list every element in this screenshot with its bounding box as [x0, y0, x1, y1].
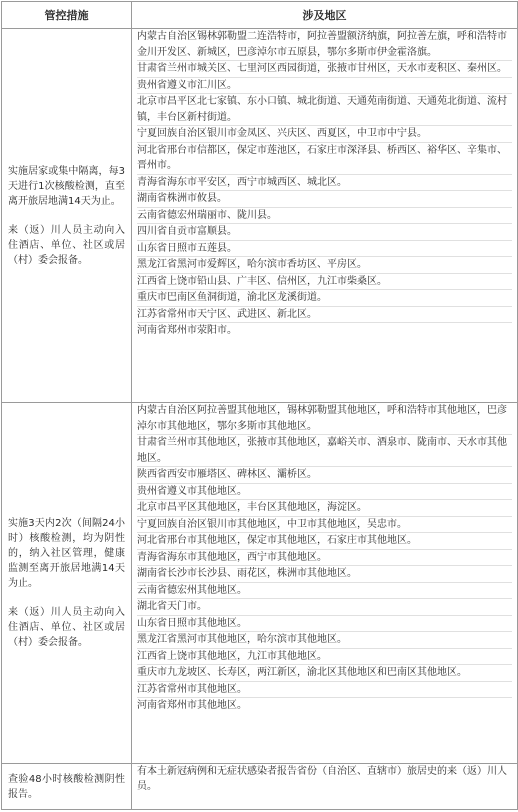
measure-text: 查验48小时核酸检测阴性报告。: [8, 773, 125, 800]
measure-cell: [2, 764, 132, 810]
policy-table-page: [1, 1, 517, 810]
regions-cell: [132, 29, 518, 403]
region-entry: 湖南省长沙市长沙县、雨花区，株洲市其他地区。: [137, 566, 512, 583]
region-entry: 湖南省株洲市攸县。: [137, 191, 512, 208]
region-entry: 宁夏回族自治区银川市金凤区、兴庆区、西夏区，中卫市中宁县。: [137, 126, 512, 143]
region-entry: 甘肃省兰州市城关区、七里河区西园街道，张掖市甘州区，天水市麦积区、秦州区。: [137, 61, 512, 78]
region-entry: 内蒙古自治区锡林郭勒盟二连浩特市，阿拉善盟额济纳旗，阿拉善左旗，呼和浩特市金川开发区、新城区，巴彦淖尔市五原县，鄂尔多斯市伊金霍洛旗。: [137, 29, 512, 61]
regions-cell: [132, 764, 518, 810]
region-entry: 黑龙江省黑河市爱辉区，哈尔滨市香坊区、平房区。: [137, 257, 512, 274]
table-row: [2, 764, 518, 810]
region-entry: 北京市昌平区北七家镇、东小口镇、城北街道、天通苑南街道、天通苑北街道、流村镇，丰台区新村街道。: [137, 94, 512, 126]
measure-text: 实施3天内2次（间隔24小时）核酸检测，均为阴性的，纳入社区管理，健康监测至离开旅居地满14天为止。: [8, 518, 125, 589]
region-entry: 陕西省西安市雁塔区、碑林区、灞桥区。: [137, 467, 512, 484]
measure-text: 实施居家或集中隔离，每3天进行1次核酸检测，直至离开旅居地满14天为止。: [8, 165, 125, 207]
table-header-row: [2, 2, 518, 29]
region-entry: 重庆市巴南区鱼洞街道，渝北区龙溪街道。: [137, 290, 512, 307]
region-entry: 河北省邢台市信都区，保定市莲池区，石家庄市深泽县、桥西区、裕华区、辛集市、晋州市。: [137, 143, 512, 175]
region-entry: 云南省德宏州其他地区。: [137, 583, 512, 600]
control-measures-table: [1, 1, 518, 810]
region-entry: 甘肃省兰州市其他地区，张掖市其他地区，嘉峪关市、酒泉市、陇南市、天水市其他地区。: [137, 435, 512, 467]
measure-text: 来（返）川人员主动向入住酒店、单位、社区或居（村）委会报备。: [8, 607, 125, 648]
regions-cell: [132, 403, 518, 764]
region-entry: 重庆市九龙坡区、长寿区，两江新区，渝北区其他地区和巴南区其他地区。: [137, 665, 512, 682]
measure-cell: [2, 29, 132, 403]
region-entry: 贵州省遵义市其他地区。: [137, 484, 512, 501]
region-entry: 河北省邢台市其他地区，保定市其他地区，石家庄市其他地区。: [137, 533, 512, 550]
region-entry: 山东省日照市其他地区。: [137, 616, 512, 633]
region-entry: 宁夏回族自治区银川市其他地区，中卫市其他地区，吴忠市。: [137, 517, 512, 534]
measure-cell: [2, 403, 132, 764]
region-entry: 河南省郑州市其他地区。: [137, 700, 247, 711]
region-entry: 江西省上饶市其他地区，九江市其他地区。: [137, 649, 512, 666]
region-entry: 内蒙古自治区阿拉善盟其他地区，锡林郭勒盟其他地区，呼和浩特市其他地区，巴彦淖尔市其他地区，鄂尔多斯市其他地区。: [137, 403, 512, 435]
region-entry: 青海省海东市平安区，西宁市城西区、城北区。: [137, 175, 512, 192]
table-row: [2, 403, 518, 764]
region-entry: 山东省日照市五莲县。: [137, 241, 512, 258]
region-entry: 湖北省天门市。: [137, 599, 512, 616]
region-entry: 云南省德宏州瑞丽市、陇川县。: [137, 208, 512, 225]
header-measures: 管控措施: [2, 2, 132, 29]
region-entry: 北京市昌平区其他地区，丰台区其他地区，海淀区。: [137, 500, 512, 517]
region-entry: 贵州省遵义市汇川区。: [137, 78, 512, 95]
region-entry: 江苏省常州市其他地区。: [137, 682, 512, 699]
region-entry: 四川省自贡市富顺县。: [137, 224, 512, 241]
region-entry: 江苏省常州市天宁区、武进区、新北区。: [137, 307, 512, 324]
table-row: [2, 29, 518, 403]
region-entry: 青海省海东市其他地区，西宁市其他地区。: [137, 550, 512, 567]
measure-text: 来（返）川人员主动向入住酒店、单位、社区或居（村）委会报备。: [8, 224, 125, 266]
header-regions: 涉及地区: [132, 2, 518, 29]
region-entry: 河南省郑州市荥阳市。: [137, 325, 237, 336]
region-entry: 黑龙江省黑河市其他地区，哈尔滨市其他地区。: [137, 632, 512, 649]
region-entry: 有本土新冠病例和无症状感染者报告省份（自治区、直辖市）旅居史的来（返）川人员。: [137, 766, 507, 792]
region-entry: 江西省上饶市铅山县、广丰区、信州区，九江市柴桑区。: [137, 274, 512, 291]
